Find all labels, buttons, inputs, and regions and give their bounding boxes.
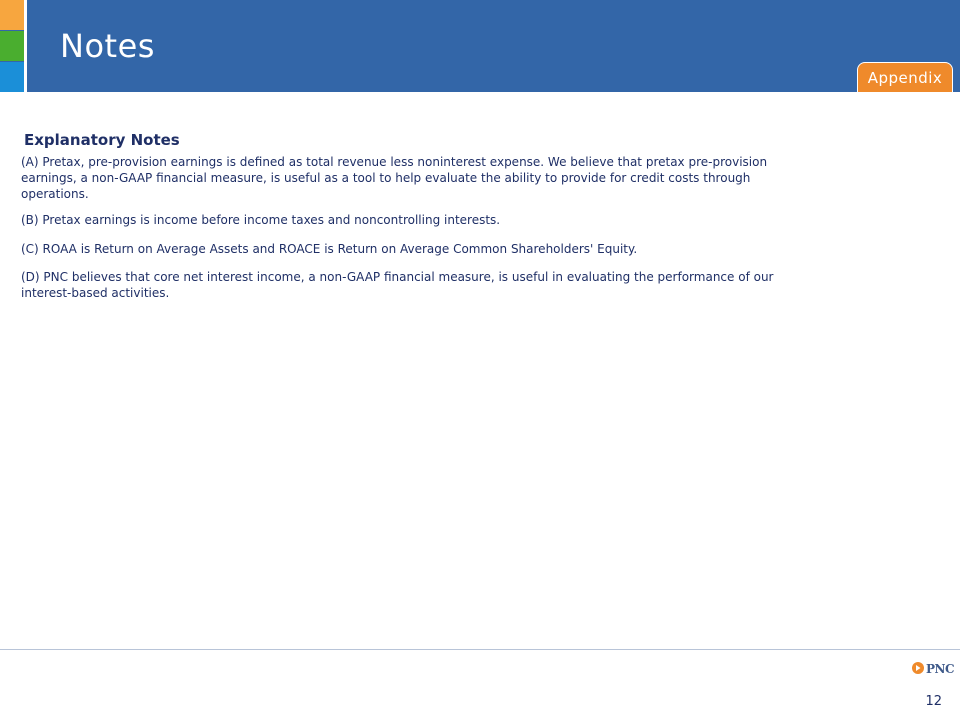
notes-list: [21, 154, 821, 313]
appendix-tab: Appendix: [857, 62, 953, 92]
page-title: Notes: [60, 27, 155, 65]
color-stripes: [0, 0, 24, 92]
footer-rule: [0, 649, 960, 650]
note-d: (D) PNC believes that core net interest income, a non-GAAP financial measure, is useful in evaluating the performance of our interest-based activities.: [21, 270, 774, 300]
stripe-divider: [24, 0, 27, 92]
pnc-logo-icon: [912, 662, 924, 674]
note-a: (A) Pretax, pre-provision earnings is defined as total revenue less noninterest expense. We believe that pretax pre-provision earnings, a non-GAAP financial measure, is useful as a tool to help evaluate the ability to provide for credit costs through operations.: [21, 155, 768, 201]
note-c: (C) ROAA is Return on Average Assets and ROACE is Return on Average Common Shareholders' Equity.: [21, 242, 638, 256]
green-stripe: [0, 31, 24, 61]
pnc-logo: [912, 660, 956, 678]
section-heading: Explanatory Notes: [24, 131, 180, 149]
blue-stripe: [0, 62, 24, 92]
pnc-logo-text: PNC: [926, 662, 955, 676]
orange-stripe: [0, 0, 24, 30]
note-b: (B) Pretax earnings is income before income taxes and noncontrolling interests.: [21, 213, 501, 227]
page-number: 12: [925, 694, 942, 709]
